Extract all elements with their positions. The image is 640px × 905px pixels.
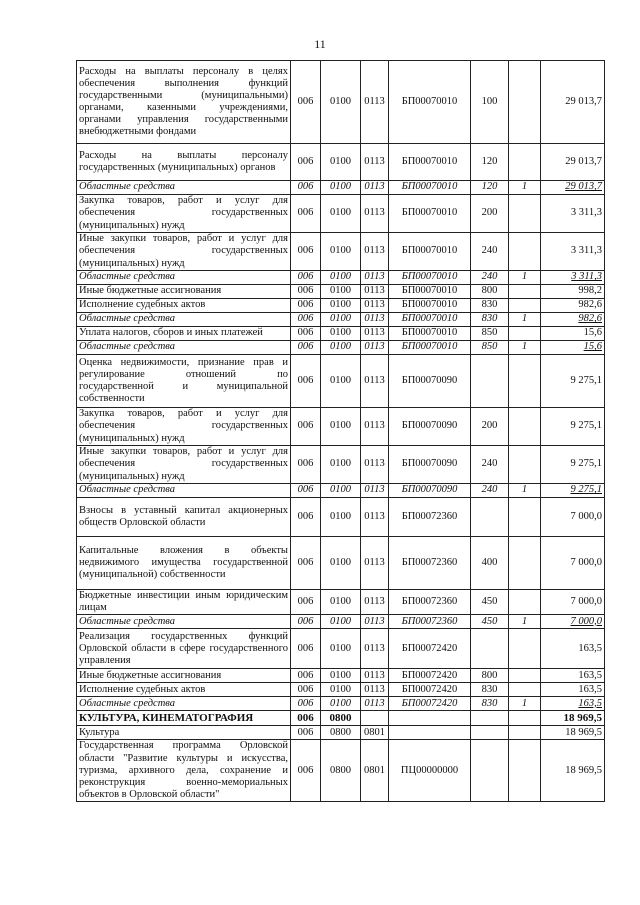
page-number: 11 [314,37,326,51]
cell-name: Исполнение судебных актов [77,299,291,313]
cell-pr: 0113 [361,181,389,195]
cell-rz: 0800 [321,711,361,726]
cell-sum: 982,6 [541,299,605,313]
cell-pr: 0113 [361,615,389,629]
cell-pr: 0801 [361,740,389,802]
cell-vr: 830 [471,313,509,327]
cell-ved: 006 [291,341,321,355]
cell-name: КУЛЬТУРА, КИНЕМАТОГРАФИЯ [77,711,291,726]
cell-source [509,669,541,683]
cell-sum: 7 000,0 [541,590,605,615]
cell-csr: БП00072360 [389,498,471,537]
cell-sum: 9 275,1 [541,484,605,498]
cell-rz: 0100 [321,629,361,669]
table-row [77,498,605,537]
cell-rz: 0100 [321,299,361,313]
cell-ved: 006 [291,285,321,299]
table-row [77,195,605,233]
cell-source [509,537,541,590]
cell-name: Иные закупки товаров, работ и услуг для обеспечения государственных (муниципальных) нужд [77,446,291,484]
cell-ved: 006 [291,537,321,590]
cell-name: Взносы в уставный капитал акционерных обществ Орловской области [77,498,291,537]
table-row [77,484,605,498]
cell-rz: 0100 [321,341,361,355]
cell-source [509,446,541,484]
cell-source [509,711,541,726]
cell-vr: 200 [471,195,509,233]
cell-sum: 163,5 [541,697,605,711]
cell-pr: 0113 [361,683,389,697]
table-row [77,683,605,697]
cell-sum: 998,2 [541,285,605,299]
cell-sum: 163,5 [541,683,605,697]
cell-csr: БП00070010 [389,313,471,327]
cell-csr: БП00070010 [389,144,471,181]
cell-name: Закупка товаров, работ и услуг для обеспечения государственных (муниципальных) нужд [77,195,291,233]
cell-source [509,195,541,233]
cell-sum: 3 311,3 [541,195,605,233]
cell-sum: 982,6 [541,313,605,327]
cell-pr: 0113 [361,484,389,498]
cell-vr [471,629,509,669]
table-row [77,697,605,711]
cell-csr: БП00070090 [389,408,471,446]
cell-csr: БП00070010 [389,233,471,271]
cell-csr: БП00070090 [389,484,471,498]
cell-rz: 0100 [321,590,361,615]
cell-source: 1 [509,341,541,355]
cell-pr: 0113 [361,233,389,271]
cell-vr: 400 [471,537,509,590]
cell-csr: БП00070090 [389,355,471,408]
cell-name: Иные бюджетные ассигнования [77,669,291,683]
cell-ved: 006 [291,233,321,271]
table-row [77,669,605,683]
cell-vr: 450 [471,590,509,615]
table-row [77,181,605,195]
cell-vr: 850 [471,341,509,355]
cell-name: Областные средства [77,341,291,355]
cell-sum: 18 969,5 [541,711,605,726]
cell-rz: 0100 [321,195,361,233]
cell-vr: 200 [471,408,509,446]
cell-vr: 800 [471,669,509,683]
cell-ved: 006 [291,726,321,740]
table-body [77,61,605,802]
cell-pr: 0113 [361,355,389,408]
cell-source [509,590,541,615]
cell-vr: 830 [471,697,509,711]
cell-vr: 830 [471,683,509,697]
cell-vr: 240 [471,484,509,498]
cell-source: 1 [509,615,541,629]
cell-rz: 0100 [321,144,361,181]
cell-rz: 0800 [321,740,361,802]
cell-name: Расходы на выплаты персоналу в целях обеспечения выполнения функций государственными (муниципальными) органами, казенными учреждениями, органами управления государственными внебюджетными фондами [77,61,291,144]
cell-ved: 006 [291,271,321,285]
cell-name: Исполнение судебных актов [77,683,291,697]
cell-csr: БП00070010 [389,195,471,233]
cell-source [509,408,541,446]
cell-sum: 29 013,7 [541,144,605,181]
cell-name: Капитальные вложения в объекты недвижимого имущества государственной (муниципальной) собственности [77,537,291,590]
cell-csr: БП00072420 [389,683,471,697]
cell-sum: 7 000,0 [541,537,605,590]
table-row [77,446,605,484]
cell-sum: 15,6 [541,341,605,355]
cell-source [509,740,541,802]
table-row [77,590,605,615]
cell-pr: 0113 [361,61,389,144]
cell-sum: 15,6 [541,327,605,341]
cell-csr: БП00070010 [389,299,471,313]
cell-name: Расходы на выплаты персоналу государственных (муниципальных) органов [77,144,291,181]
cell-source [509,726,541,740]
cell-name: Уплата налогов, сборов и иных платежей [77,327,291,341]
cell-source: 1 [509,181,541,195]
cell-pr: 0113 [361,313,389,327]
cell-pr [361,711,389,726]
cell-pr: 0113 [361,144,389,181]
table-row [77,285,605,299]
cell-sum: 3 311,3 [541,271,605,285]
cell-pr: 0113 [361,195,389,233]
cell-csr: ПЦ00000000 [389,740,471,802]
cell-ved: 006 [291,711,321,726]
cell-source [509,327,541,341]
cell-source: 1 [509,313,541,327]
cell-pr: 0113 [361,341,389,355]
cell-ved: 006 [291,327,321,341]
cell-sum: 7 000,0 [541,498,605,537]
cell-ved: 006 [291,740,321,802]
cell-source [509,299,541,313]
table-row [77,711,605,726]
table-row [77,233,605,271]
cell-name: Закупка товаров, работ и услуг для обеспечения государственных (муниципальных) нужд [77,408,291,446]
cell-ved: 006 [291,144,321,181]
cell-name: Иные закупки товаров, работ и услуг для обеспечения государственных (муниципальных) нужд [77,233,291,271]
cell-vr: 120 [471,144,509,181]
cell-pr: 0113 [361,327,389,341]
cell-source [509,629,541,669]
cell-vr: 240 [471,233,509,271]
cell-ved: 006 [291,697,321,711]
cell-ved: 006 [291,408,321,446]
cell-pr: 0113 [361,285,389,299]
cell-csr: БП00070090 [389,446,471,484]
cell-rz: 0100 [321,498,361,537]
cell-pr: 0113 [361,537,389,590]
cell-vr: 120 [471,181,509,195]
cell-rz: 0100 [321,683,361,697]
cell-rz: 0100 [321,408,361,446]
cell-csr: БП00070010 [389,181,471,195]
cell-pr: 0113 [361,408,389,446]
cell-csr: БП00070010 [389,327,471,341]
cell-name: Областные средства [77,181,291,195]
cell-sum: 7 000,0 [541,615,605,629]
cell-rz: 0100 [321,615,361,629]
cell-ved: 006 [291,313,321,327]
table-row [77,629,605,669]
cell-name: Областные средства [77,313,291,327]
cell-rz: 0100 [321,697,361,711]
cell-sum: 9 275,1 [541,446,605,484]
cell-ved: 006 [291,181,321,195]
cell-rz: 0100 [321,355,361,408]
table-row [77,144,605,181]
cell-csr: БП00072360 [389,590,471,615]
cell-pr: 0113 [361,629,389,669]
cell-vr: 100 [471,61,509,144]
cell-vr [471,726,509,740]
cell-pr: 0113 [361,271,389,285]
cell-rz: 0100 [321,233,361,271]
cell-ved: 006 [291,355,321,408]
cell-sum: 18 969,5 [541,740,605,802]
cell-rz: 0100 [321,61,361,144]
table-row [77,271,605,285]
cell-rz: 0100 [321,446,361,484]
cell-csr: БП00070010 [389,285,471,299]
table-row [77,341,605,355]
cell-rz: 0100 [321,285,361,299]
table-row [77,61,605,144]
cell-rz: 0800 [321,726,361,740]
cell-ved: 006 [291,615,321,629]
cell-name: Областные средства [77,615,291,629]
cell-name: Бюджетные инвестиции иным юридическим лицам [77,590,291,615]
cell-ved: 006 [291,590,321,615]
cell-csr: БП00070010 [389,61,471,144]
table-row [77,355,605,408]
cell-pr: 0113 [361,697,389,711]
table-row [77,327,605,341]
table-row [77,740,605,802]
cell-source [509,233,541,271]
cell-name: Областные средства [77,271,291,285]
cell-vr [471,711,509,726]
cell-sum: 29 013,7 [541,61,605,144]
table-row [77,299,605,313]
cell-csr: БП00072360 [389,537,471,590]
cell-pr: 0113 [361,590,389,615]
budget-table [76,60,605,802]
table-row [77,408,605,446]
cell-ved: 006 [291,446,321,484]
cell-vr: 240 [471,271,509,285]
cell-ved: 006 [291,299,321,313]
table-row [77,537,605,590]
cell-csr [389,726,471,740]
cell-csr: БП00072420 [389,629,471,669]
cell-sum: 18 969,5 [541,726,605,740]
cell-sum: 163,5 [541,629,605,669]
cell-rz: 0100 [321,537,361,590]
cell-name: Оценка недвижимости, признание прав и регулирование отношений по государственной и муниципальной собственности [77,355,291,408]
cell-vr: 450 [471,615,509,629]
cell-ved: 006 [291,484,321,498]
cell-name: Иные бюджетные ассигнования [77,285,291,299]
cell-csr: БП00072420 [389,697,471,711]
cell-csr [389,711,471,726]
cell-vr: 830 [471,299,509,313]
cell-source [509,683,541,697]
cell-ved: 006 [291,683,321,697]
cell-source [509,144,541,181]
cell-vr: 240 [471,446,509,484]
cell-pr: 0801 [361,726,389,740]
cell-vr: 800 [471,285,509,299]
cell-sum: 9 275,1 [541,355,605,408]
cell-vr [471,740,509,802]
cell-name: Государственная программа Орловской области "Развитие культуры и искусства, туризма, архивного дела, сохранение и реконструкция военно-мемориальных объектов в Орловской области" [77,740,291,802]
cell-rz: 0100 [321,327,361,341]
cell-source [509,498,541,537]
table-row [77,313,605,327]
cell-csr: БП00070010 [389,341,471,355]
cell-sum: 163,5 [541,669,605,683]
cell-rz: 0100 [321,181,361,195]
cell-pr: 0113 [361,446,389,484]
cell-ved: 006 [291,629,321,669]
cell-source [509,355,541,408]
cell-rz: 0100 [321,313,361,327]
cell-pr: 0113 [361,299,389,313]
cell-vr [471,498,509,537]
cell-pr: 0113 [361,669,389,683]
cell-csr: БП00070010 [389,271,471,285]
cell-ved: 006 [291,61,321,144]
cell-name: Областные средства [77,697,291,711]
cell-sum: 3 311,3 [541,233,605,271]
cell-source: 1 [509,271,541,285]
cell-ved: 006 [291,669,321,683]
cell-source [509,61,541,144]
cell-rz: 0100 [321,271,361,285]
cell-vr [471,355,509,408]
cell-sum: 9 275,1 [541,408,605,446]
cell-vr: 850 [471,327,509,341]
cell-name: Областные средства [77,484,291,498]
cell-name: Реализация государственных функций Орловской области в сфере государственного управления [77,629,291,669]
cell-csr: БП00072420 [389,669,471,683]
cell-rz: 0100 [321,669,361,683]
cell-csr: БП00072360 [389,615,471,629]
cell-sum: 29 013,7 [541,181,605,195]
cell-source: 1 [509,484,541,498]
cell-source: 1 [509,697,541,711]
cell-name: Культура [77,726,291,740]
cell-ved: 006 [291,498,321,537]
cell-ved: 006 [291,195,321,233]
cell-pr: 0113 [361,498,389,537]
cell-rz: 0100 [321,484,361,498]
table-row [77,615,605,629]
table-row [77,726,605,740]
cell-source [509,285,541,299]
